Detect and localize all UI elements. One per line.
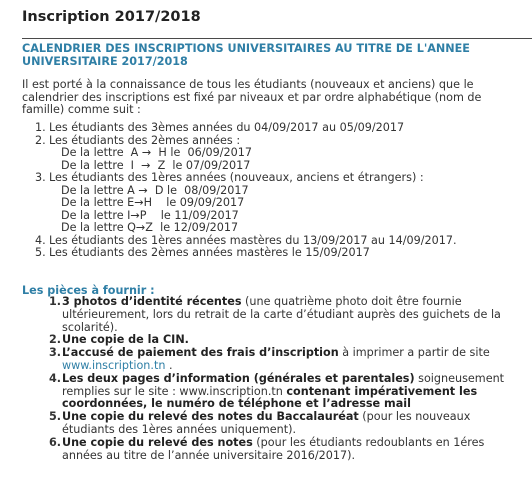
- piece-text: (pour les étudiants redoublants en 1éres années au titre de l’année universitaire 2016/2017).: [62, 435, 485, 462]
- calendar-subline: De la lettre A → D le 08/09/2017: [61, 183, 249, 197]
- calendar-subline: De la lettre I→P le 11/09/2017: [61, 208, 239, 222]
- section-heading: CALENDRIER DES INSCRIPTIONS UNIVERSITAIRES AU TITRE DE L'ANNEE UNIVERSITAIRE 2017/2018: [22, 42, 470, 68]
- inscription-link[interactable]: www.inscription.tn: [62, 358, 166, 372]
- piece-bold: Une copie du relevé des notes du Baccalauréat: [62, 410, 359, 424]
- list-number: 5.: [49, 410, 62, 424]
- piece-bold: Les deux pages d’information (générales et parentales): [62, 371, 415, 385]
- list-number: 4.: [49, 371, 62, 385]
- page-title: Inscription 2017/2018: [22, 9, 201, 25]
- list-number: 1.: [35, 121, 46, 134]
- piece-item: [49, 435, 522, 463]
- list-number: 4.: [35, 233, 46, 247]
- piece-item: [49, 410, 522, 437]
- list-number: 2.: [35, 133, 46, 147]
- piece-item: [49, 295, 522, 334]
- piece-bold-2: contenant impérativement les coordonnées, le numéro de téléphone et l’adresse mail: [62, 384, 478, 411]
- calendar-item: [35, 171, 519, 235]
- list-number: 6.: [49, 435, 62, 449]
- list-number: 2.: [49, 333, 62, 347]
- list-number: 1.: [49, 295, 62, 308]
- calendar-subline: De la lettre A → H le 06/09/2017: [61, 146, 252, 159]
- calendar-subline: De la lettre I → Z le 07/09/2017: [61, 158, 251, 172]
- piece-text: (pour les nouveaux étudiants des 1ères années uniquement).: [62, 410, 471, 436]
- intro-paragraph: Il est porté à la connaissance de tous les étudiants (nouveaux et anciens) que le calendrier des inscriptions est fixé par niveaux et par ordre alphabétique (nom de famille) comme suit :: [22, 78, 482, 116]
- piece-text-after: .: [165, 358, 173, 372]
- calendar-item-text: Les étudiants des 3èmes années du 04/09/2017 au 05/09/2017: [49, 121, 405, 134]
- list-number: 5.: [35, 246, 46, 259]
- piece-bold: Une copie de la CIN.: [62, 333, 189, 347]
- piece-item: [49, 346, 522, 373]
- piece-bold: 3 photos d’identité récentes: [62, 295, 242, 308]
- piece-text: (une quatrième photo doit être fournie ultérieurement, lors du retrait de la carte d’étudiant auprès des guichets de la scolarité).: [62, 295, 501, 334]
- calendar-subline: De la lettre Q→Z le 12/09/2017: [61, 221, 239, 234]
- piece-bold: Une copie du relevé des notes: [62, 435, 253, 449]
- calendar-item-text: Les étudiants des 1ères années mastères du 13/09/2017 au 14/09/2017.: [49, 233, 457, 247]
- piece-text: soigneusement remplies sur le site : www.inscription.tn: [62, 371, 505, 398]
- pieces-heading: Les pièces à fournir :: [22, 284, 155, 297]
- piece-bold: L’accusé de paiement des frais d’inscription: [62, 346, 339, 360]
- calendar-item-text: Les étudiants des 2èmes années :: [49, 133, 241, 147]
- piece-text: à imprimer a partir de site: [338, 346, 490, 360]
- calendar-list: [35, 121, 519, 260]
- list-number: 3.: [35, 171, 46, 184]
- calendar-item-text: Les étudiants des 2èmes années mastères le 15/09/2017: [49, 246, 370, 259]
- calendar-item: [35, 246, 519, 260]
- calendar-item: [35, 121, 519, 135]
- list-number: 3.: [49, 346, 62, 360]
- piece-item: [49, 371, 522, 411]
- calendar-item-text: Les étudiants des 1ères années (nouveaux, anciens et étrangers) :: [49, 171, 424, 184]
- title-divider: [22, 38, 532, 39]
- calendar-subline: De la lettre E→H le 09/09/2017: [61, 196, 245, 209]
- pieces-list: [49, 295, 522, 462]
- calendar-item: [35, 133, 519, 173]
